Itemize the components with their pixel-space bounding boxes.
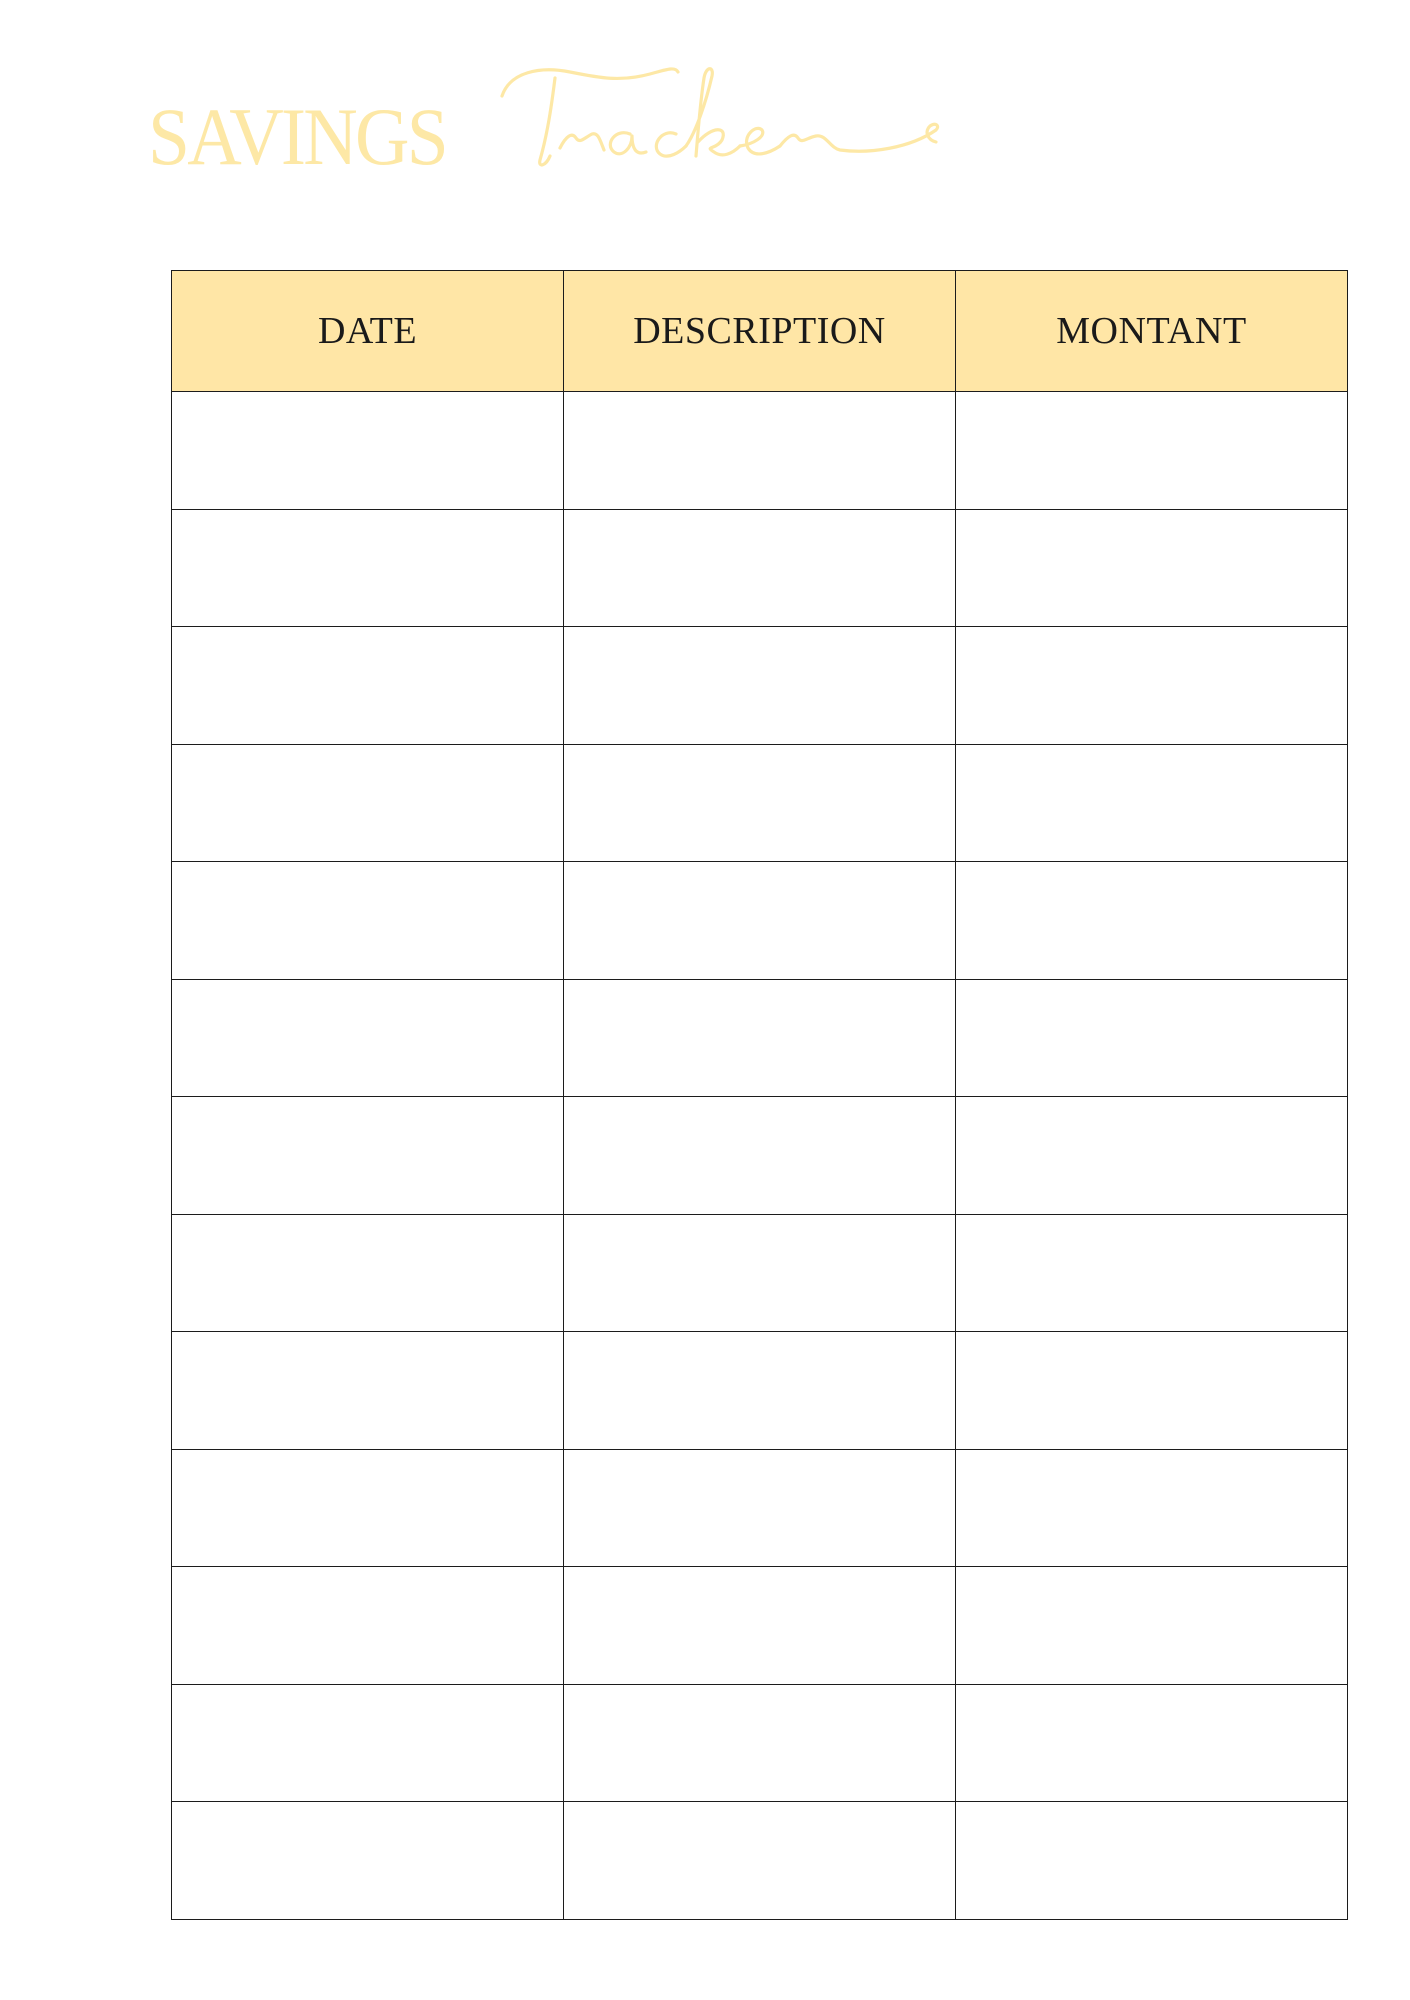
table-row <box>172 1567 1348 1685</box>
title-tracker-script <box>500 52 940 182</box>
table-cell-montant[interactable] <box>956 1449 1348 1567</box>
table-cell-date[interactable] <box>172 1567 564 1685</box>
table-cell-description[interactable] <box>564 744 956 862</box>
table-cell-date[interactable] <box>172 862 564 980</box>
table-cell-description[interactable] <box>564 1684 956 1802</box>
column-header-date: DATE <box>172 271 564 392</box>
table-cell-description[interactable] <box>564 1449 956 1567</box>
table-row <box>172 1449 1348 1567</box>
table-cell-description[interactable] <box>564 509 956 627</box>
table-cell-montant[interactable] <box>956 392 1348 510</box>
table-row <box>172 509 1348 627</box>
table-cell-montant[interactable] <box>956 1214 1348 1332</box>
savings-table <box>171 270 1348 1920</box>
table-row <box>172 1097 1348 1215</box>
table-cell-montant[interactable] <box>956 509 1348 627</box>
table-cell-date[interactable] <box>172 979 564 1097</box>
page-title <box>0 0 1410 230</box>
title-savings: SAVINGS <box>148 91 446 182</box>
table-cell-montant[interactable] <box>956 1802 1348 1920</box>
table-cell-date[interactable] <box>172 1802 564 1920</box>
table-cell-date[interactable] <box>172 744 564 862</box>
table-cell-montant[interactable] <box>956 627 1348 745</box>
table-cell-description[interactable] <box>564 1332 956 1450</box>
table-row <box>172 1214 1348 1332</box>
table-cell-description[interactable] <box>564 1097 956 1215</box>
column-header-montant: MONTANT <box>956 271 1348 392</box>
table-row <box>172 392 1348 510</box>
table-cell-description[interactable] <box>564 627 956 745</box>
table-row <box>172 627 1348 745</box>
table-row <box>172 1684 1348 1802</box>
table-cell-montant[interactable] <box>956 1567 1348 1685</box>
table-cell-description[interactable] <box>564 1567 956 1685</box>
table-cell-description[interactable] <box>564 392 956 510</box>
table-cell-date[interactable] <box>172 1332 564 1450</box>
table-cell-montant[interactable] <box>956 1684 1348 1802</box>
table-row <box>172 744 1348 862</box>
table-cell-date[interactable] <box>172 509 564 627</box>
table-cell-date[interactable] <box>172 1684 564 1802</box>
table-cell-montant[interactable] <box>956 979 1348 1097</box>
table-cell-description[interactable] <box>564 862 956 980</box>
table-row <box>172 1802 1348 1920</box>
table-cell-description[interactable] <box>564 979 956 1097</box>
table-row <box>172 979 1348 1097</box>
table-cell-montant[interactable] <box>956 744 1348 862</box>
table-cell-date[interactable] <box>172 627 564 745</box>
table-row <box>172 1332 1348 1450</box>
table-cell-description[interactable] <box>564 1214 956 1332</box>
column-header-description: DESCRIPTION <box>564 271 956 392</box>
tracker-script-lettering <box>500 52 940 182</box>
table-cell-montant[interactable] <box>956 1097 1348 1215</box>
table-header-row <box>172 271 1348 392</box>
table-cell-date[interactable] <box>172 1214 564 1332</box>
table-cell-description[interactable] <box>564 1802 956 1920</box>
table-row <box>172 862 1348 980</box>
table-cell-date[interactable] <box>172 1449 564 1567</box>
table-cell-date[interactable] <box>172 1097 564 1215</box>
table-cell-montant[interactable] <box>956 862 1348 980</box>
table-cell-date[interactable] <box>172 392 564 510</box>
table-cell-montant[interactable] <box>956 1332 1348 1450</box>
